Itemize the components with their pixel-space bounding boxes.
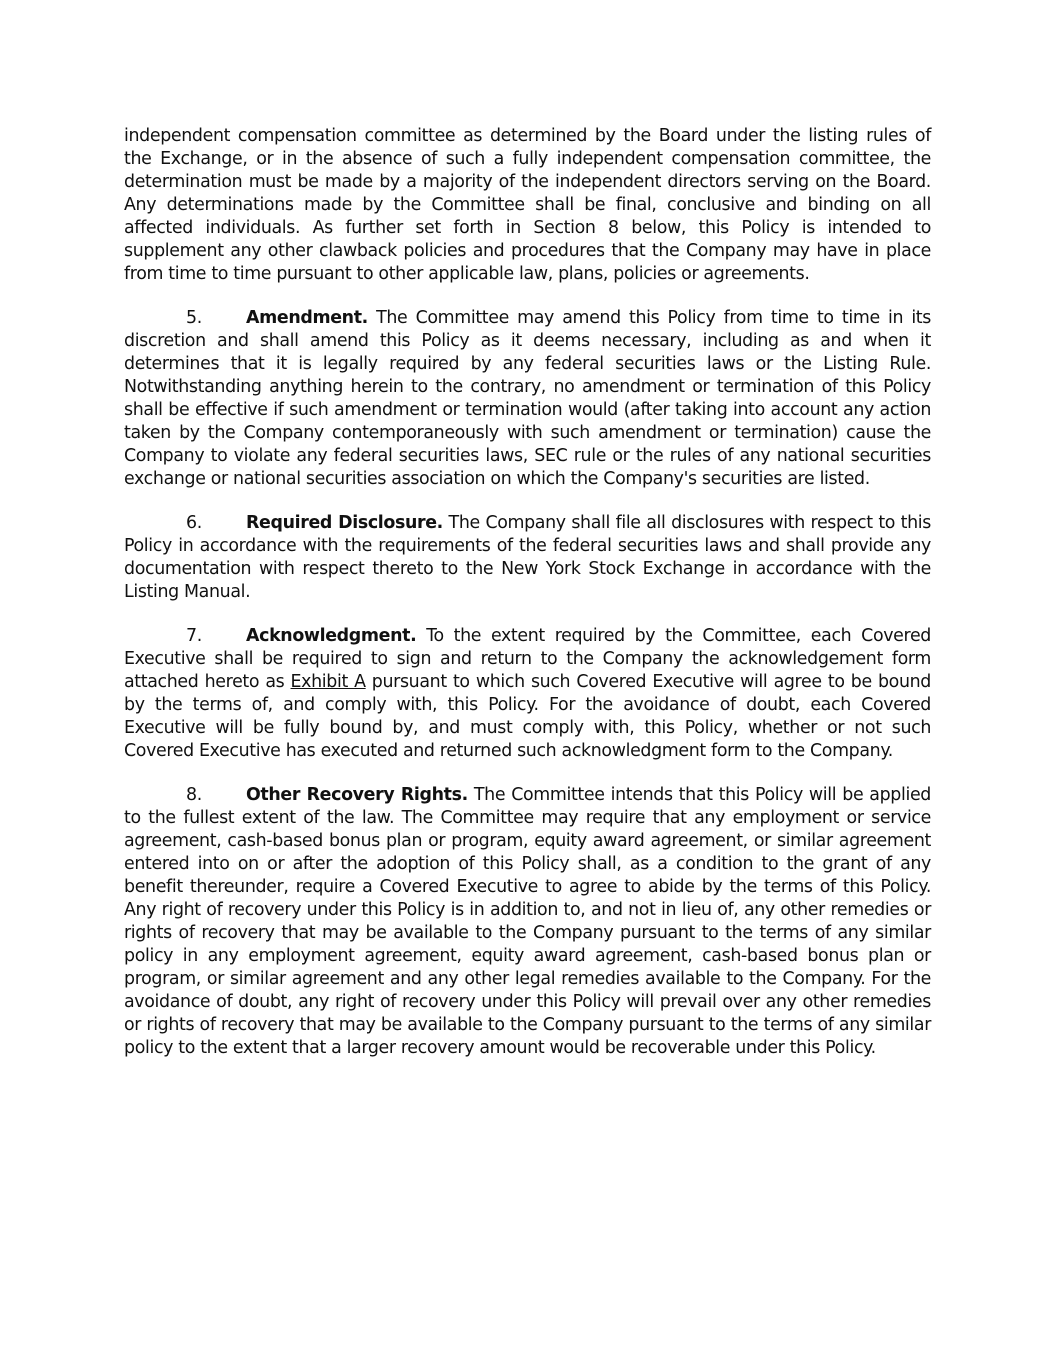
section-acknowledgment bbox=[124, 625, 931, 763]
section-heading: Other Recovery Rights. bbox=[246, 785, 468, 805]
section-number: 7. bbox=[186, 626, 202, 646]
document-page bbox=[124, 125, 931, 1081]
section-body: The Company shall file all disclosures with respect to this Policy in accordance with the requirements of the federal securities laws and shall provide any documentation with respect thereto to the New York Stock Exchange in accordance with the Listing Manual. bbox=[124, 513, 932, 602]
section-heading: Required Disclosure. bbox=[246, 513, 443, 533]
section-body-before-link: To the extent required by the Committee, each Covered Executive shall be required to sign and return to the Company the acknowledgement form attached hereto as bbox=[124, 626, 931, 692]
section-number: 5. bbox=[186, 308, 202, 328]
section-number: 6. bbox=[186, 513, 202, 533]
section-number: 8. bbox=[186, 785, 202, 805]
exhibit-a-link[interactable]: Exhibit A bbox=[290, 672, 366, 692]
section-body-after-link: pursuant to which such Covered Executive will agree to be bound by the terms of, and comply with, this Policy. For the avoidance of doubt, each Covered Executive will be fully bound by, and must comply with, this Policy, whether or not such Covered Executive has executed and returned such acknowledgment form to the Company. bbox=[124, 672, 931, 761]
continuation-paragraph: independent compensation committee as determined by the Board under the listing rules of the Exchange, or in the absence of such a fully independent compensation committee, the determination must be made by a majority of the independent directors serving on the Board. Any determinations made by the Committee shall be final, conclusive and binding on all affected individuals. As further set forth in Section 8 below, this Policy is intended to supplement any other clawback policies and procedures that the Company may have in place from time to time pursuant to other applicable law, plans, policies or agreements. bbox=[124, 126, 931, 284]
section-body: The Committee intends that this Policy will be applied to the fullest extent of the law. The Committee may require that any employment or service agreement, cash-based bonus plan or program, equity award agreement, or similar agreement entered into on or after the adoption of this Policy shall, as a condition to the grant of any benefit thereunder, require a Covered Executive to agree to abide by the terms of this Policy. Any right of recovery under this Policy is in addition to, and not in lieu of, any other remedies or rights of recovery that may be available to the Company pursuant to the terms of any similar policy in any employment agreement, equity award agreement, cash-based bonus plan or program, or similar agreement and any other legal remedies available to the Company. For the avoidance of doubt, any right of recovery under this Policy will prevail over any other remedies or rights of recovery that may be available to the Company pursuant to the terms of any similar policy to the extent that a larger recovery amount would be recoverable under this Policy. bbox=[124, 785, 931, 1058]
section-heading: Amendment. bbox=[246, 308, 368, 328]
section-other-recovery-rights bbox=[124, 784, 931, 1060]
section-heading: Acknowledgment. bbox=[246, 626, 417, 646]
section-required-disclosure bbox=[124, 512, 931, 604]
section-body: The Committee may amend this Policy from time to time in its discretion and shall amend this Policy as it deems necessary, including as and when it determines that it is legally required by any federal securities laws or the Listing Rule. Notwithstanding anything herein to the contrary, no amendment or termination of this Policy shall be effective if such amendment or termination would (after taking into account any action taken by the Company contemporaneously with such amendment or termination) cause the Company to violate any federal securities laws, SEC rule or the rules of any national securities exchange or national securities association on which the Company's securities are listed. bbox=[124, 308, 931, 489]
section-amendment bbox=[124, 307, 931, 491]
